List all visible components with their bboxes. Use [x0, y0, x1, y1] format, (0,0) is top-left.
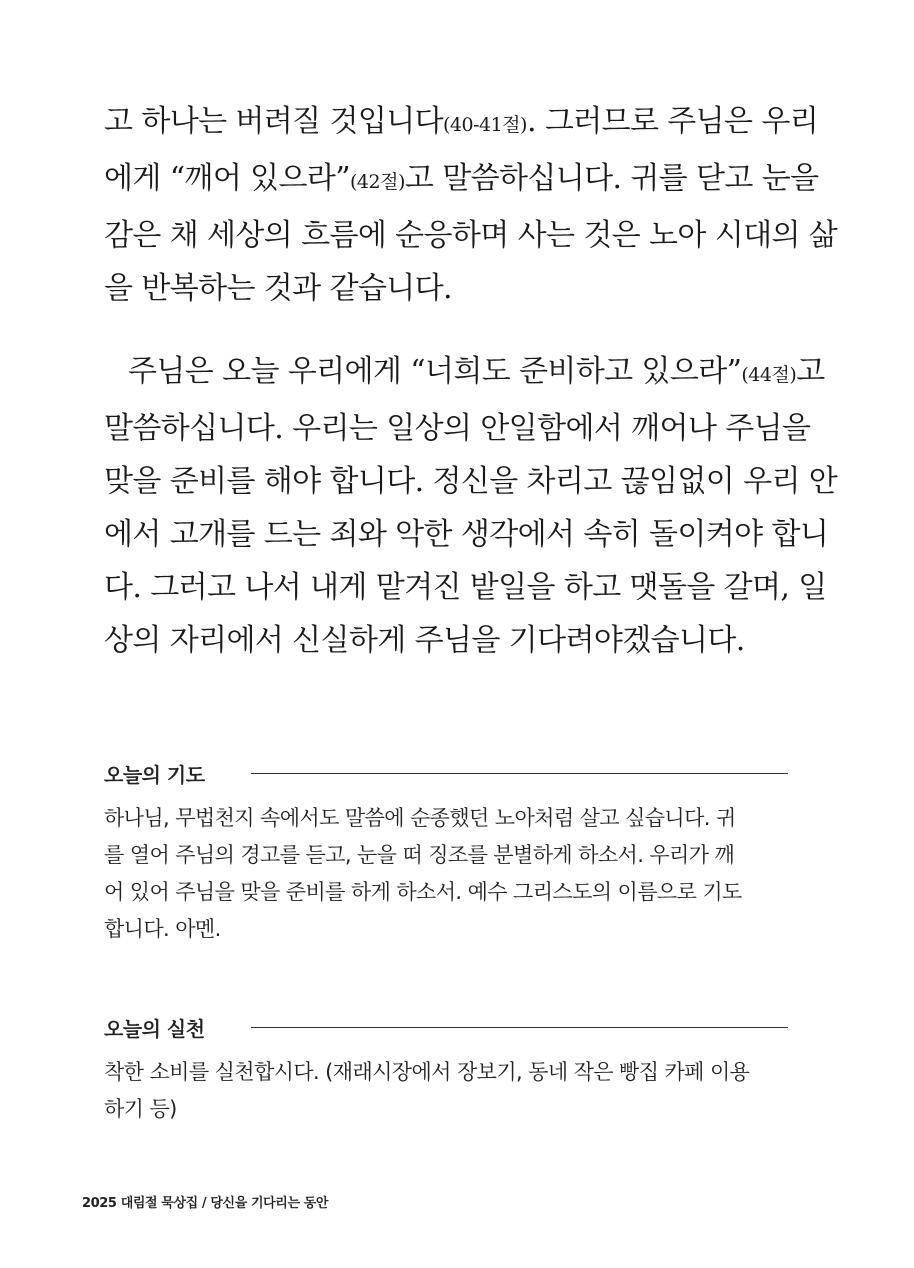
- text-line: 을 반복하는 것과 같습니다.: [104, 271, 452, 306]
- text-line: 하나님, 무법천지 속에서도 말씀에 순종했던 노아처럼 살고 싶습니다. 귀: [104, 806, 736, 830]
- text-span: 고 하나는 버려질 것입니다: [104, 104, 443, 139]
- text-line: 하기 등): [104, 1097, 177, 1121]
- section-title: 오늘의 실천: [104, 1016, 205, 1041]
- section-title: 오늘의 기도: [104, 762, 205, 787]
- text-line: 어 있어 주님을 맞을 준비를 하게 하소서. 예수 그리스도의 이름으로 기도: [104, 880, 742, 904]
- practice-text: [104, 1054, 794, 1128]
- text-line: 를 열어 주님의 경고를 듣고, 눈을 떠 징조를 분별하게 하소서. 우리가 깨: [104, 843, 735, 867]
- text-line: [104, 95, 819, 152]
- section-divider: [251, 1027, 788, 1028]
- body-paragraph-2: [104, 345, 838, 667]
- text-line: [104, 345, 825, 402]
- text-span: 주님은 오늘 우리에게 “너희도 준비하고 있으라”: [128, 354, 742, 389]
- text-span: . 그러므로 주님은 우리: [526, 104, 819, 139]
- section-divider: [251, 773, 788, 774]
- text-line: 말씀하십니다. 우리는 일상의 안일함에서 깨어나 주님을: [104, 411, 811, 446]
- text-span: 고 말씀하십니다. 귀를 닫고 눈을: [404, 161, 819, 196]
- page-footer: 2025 대림절 묵상집 / 당신을 기다리는 동안: [82, 1196, 329, 1211]
- text-line: 다. 그러고 나서 내게 맡겨진 밭일을 하고 맷돌을 갈며, 일: [104, 570, 827, 605]
- verse-reference: (42절): [350, 171, 405, 193]
- text-span: 고: [796, 354, 825, 389]
- text-line: 감은 채 세상의 흐름에 순응하며 사는 것은 노아 시대의 삶: [104, 218, 838, 253]
- prayer-section-header: [104, 758, 788, 788]
- practice-section-header: [104, 1012, 788, 1042]
- text-line: 착한 소비를 실천합시다. (재래시장에서 장보기, 동네 작은 빵집 카페 이용: [104, 1060, 750, 1084]
- verse-reference: (44절): [741, 364, 797, 386]
- prayer-text: [104, 800, 794, 948]
- verse-reference: (40-41절): [443, 114, 527, 136]
- text-line: 맞을 준비를 해야 합니다. 정신을 차리고 끊임없이 우리 안: [104, 464, 838, 499]
- text-span: 에게 “깨어 있으라”: [104, 161, 351, 196]
- text-line: 상의 자리에서 신실하게 주님을 기다려야겠습니다.: [104, 623, 745, 658]
- text-line: 합니다. 아멘.: [104, 917, 221, 941]
- text-line: [104, 152, 819, 209]
- body-paragraph-1: [104, 95, 838, 315]
- text-line: 에서 고개를 드는 죄와 악한 생각에서 속히 돌이켜야 합니: [104, 517, 829, 552]
